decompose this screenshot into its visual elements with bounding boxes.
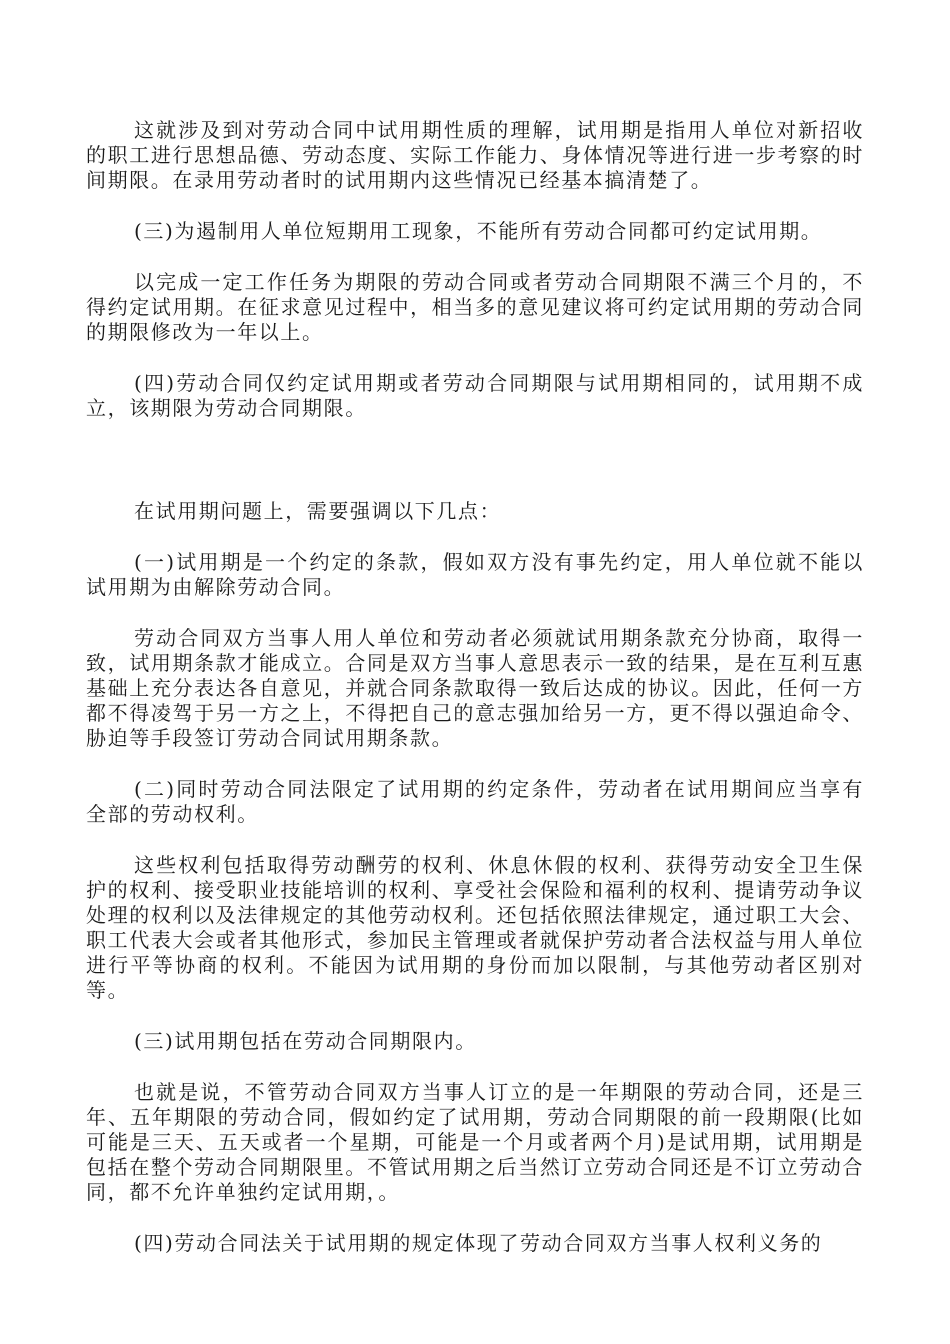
paragraph-term-explanation: 也就是说，不管劳动合同双方当事人订立的是一年期限的劳动合同，还是三年、五年期限的劳动合同，假如约定了试用期，劳动合同期限的前一段期限(比如可能是三天、五天或者一个星期，可能是一个月或者两个月)是试用期，试用期是包括在整个劳动合同期限里。不管试用期之后当然订立劳动合同还是不订立劳动合同，都不允许单独约定试用期，。: [86, 1080, 864, 1204]
paragraph-rights-list: 这些权利包括取得劳动酬劳的权利、休息休假的权利、获得劳动安全卫生保护的权利、接受职业技能培训的权利、享受社会保险和福利的权利、提请劳动争议处理的权利以及法律规定的其他劳动权利。还包括依照法律规定，通过职工大会、职工代表大会或者其他形式，参加民主管理或者就保护劳动者合法权益与用人单位进行平等协商的权利。不能因为试用期的身份而加以限制，与其他劳动者区别对等。: [86, 853, 864, 1002]
document-body: [86, 118, 864, 1282]
paragraph-mutual-consultation: 劳动合同双方当事人用人单位和劳动者必须就试用期条款充分协商，取得一致，试用期条款才能成立。合同是双方当事人意思表示一致的结果，是在互利互惠基础上充分表达各自意见，并就合同条款取得一致后达成的协议。因此，任何一方都不得凌驾于另一方之上，不得把自己的意志强加给另一方，更不得以强迫命令、胁迫等手段签订劳动合同试用期条款。: [86, 626, 864, 750]
paragraph-no-probation-conditions: 以完成一定工作任务为期限的劳动合同或者劳动合同期限不满三个月的，不得约定试用期。在征求意见过程中，相当多的意见建议将可约定试用期的劳动合同的期限修改为一年以上。: [86, 270, 864, 344]
paragraph-point-three-within-term: (三)试用期包括在劳动合同期限内。: [134, 1029, 477, 1053]
paragraph-point-four-invalid-probation: (四)劳动合同仅约定试用期或者劳动合同期限与试用期相同的，试用期不成立，该期限为劳动合同期限。: [86, 371, 864, 420]
paragraph-point-three-short-term: (三)为遏制用人单位短期用工现象，不能所有劳动合同都可约定试用期。: [134, 219, 823, 243]
section-spacer: [86, 447, 864, 499]
paragraph-point-one-agreed-clause: (一)试用期是一个约定的条款，假如双方没有事先约定，用人单位就不能以试用期为由解除劳动合同。: [86, 550, 864, 599]
paragraph-point-four-rights-obligations: (四)劳动合同法关于试用期的规定体现了劳动合同双方当事人权利义务的: [134, 1231, 823, 1255]
paragraph-emphasis-intro: 在试用期问题上，需要强调以下几点：: [134, 499, 502, 523]
paragraph-probation-nature: 这就涉及到对劳动合同中试用期性质的理解，试用期是指用人单位对新招收的职工进行思想品德、劳动态度、实际工作能力、身体情况等进行进一步考察的时间期限。在录用劳动者时的试用期内这些情况已经基本搞清楚了。: [86, 118, 864, 192]
paragraph-point-two-full-rights: (二)同时劳动合同法限定了试用期的约定条件，劳动者在试用期间应当享有全部的劳动权利。: [86, 777, 864, 826]
